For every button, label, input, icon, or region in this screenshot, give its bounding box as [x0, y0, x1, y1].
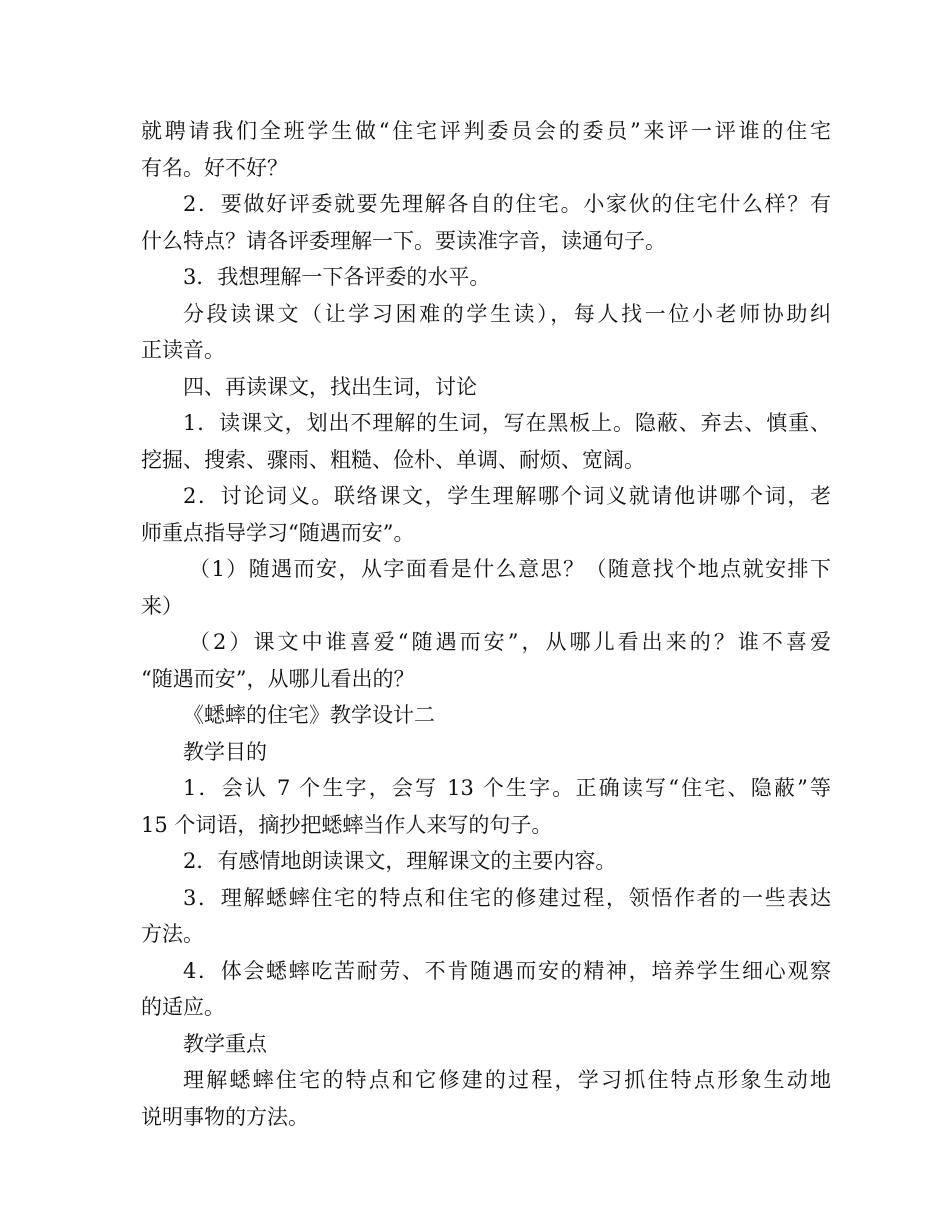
paragraph-line: 1．读课文，划出不理解的生词，写在黑板上。隐蔽、弃去、慎重、: [183, 411, 831, 435]
paragraph-line: 15 个词语，摘抄把蟋蟀当作人来写的句子。: [141, 812, 553, 837]
paragraph-line: （1）随遇而安，从字面看是什么意思？（随意找个地点就安排下: [189, 557, 831, 581]
paragraph-line: 方法。: [141, 922, 204, 946]
document-page: [141, 113, 831, 1135]
paragraph-line: 就聘请我们全班学生做“住宅评判委员会的委员”来评一评谁的住宅: [141, 119, 831, 143]
paragraph-line: 有名。好不好？: [141, 155, 288, 180]
section-heading: 教学重点: [183, 1031, 267, 1056]
paragraph-line: 师重点指导学习“随遇而安”。: [141, 520, 415, 545]
paragraph-line: 说明事物的方法。: [141, 1104, 309, 1129]
paragraph-line: 4．体会蟋蟀吃苦耐劳、不肯随遇而安的精神，培养学生细心观察: [183, 958, 831, 983]
paragraph-line: 2．有感情地朗读课文，理解课文的主要内容。: [183, 849, 617, 873]
paragraph-line: 正读音。: [141, 338, 225, 362]
paragraph-line: 分段读课文（让学习困难的学生读），每人找一位小老师协助纠: [183, 301, 831, 326]
paragraph-line: 什么特点？请各评委理解一下。要读准字音，读通句子。: [141, 228, 666, 253]
section-heading: 教学目的: [183, 739, 267, 764]
section-heading: 四、再读课文，找出生词，讨论: [183, 374, 477, 399]
paragraph-line: 的适应。: [141, 995, 225, 1019]
paragraph-line: “随遇而安”，从哪儿看出的？: [141, 666, 415, 691]
paragraph-line: （2）课文中谁喜爱“随遇而安”，从哪儿看出来的？谁不喜爱: [189, 630, 831, 654]
paragraph-line: 3．理解蟋蟀住宅的特点和住宅的修建过程，领悟作者的一些表达: [183, 885, 831, 910]
paragraph-line: 3．我想理解一下各评委的水平。: [183, 265, 491, 289]
paragraph-line: 挖掘、搜索、骤雨、粗糙、俭朴、单调、耐烦、宽阔。: [141, 447, 645, 472]
paragraph-line: 1．会认 7 个生字，会写 13 个生字。正确读写“住宅、隐蔽”等: [183, 776, 831, 800]
document-title: 《蟋蟀的住宅》教学设计二: [183, 703, 435, 727]
paragraph-line: 理解蟋蟀住宅的特点和它修建的过程，学习抓住特点形象生动地: [183, 1068, 831, 1092]
paragraph-line: 2．讨论词义。联络课文，学生理解哪个词义就请他讲哪个词，老: [183, 484, 831, 508]
paragraph-line: 2．要做好评委就要先理解各自的住宅。小家伙的住宅什么样？有: [183, 192, 831, 216]
paragraph-line: 来）: [141, 593, 183, 618]
